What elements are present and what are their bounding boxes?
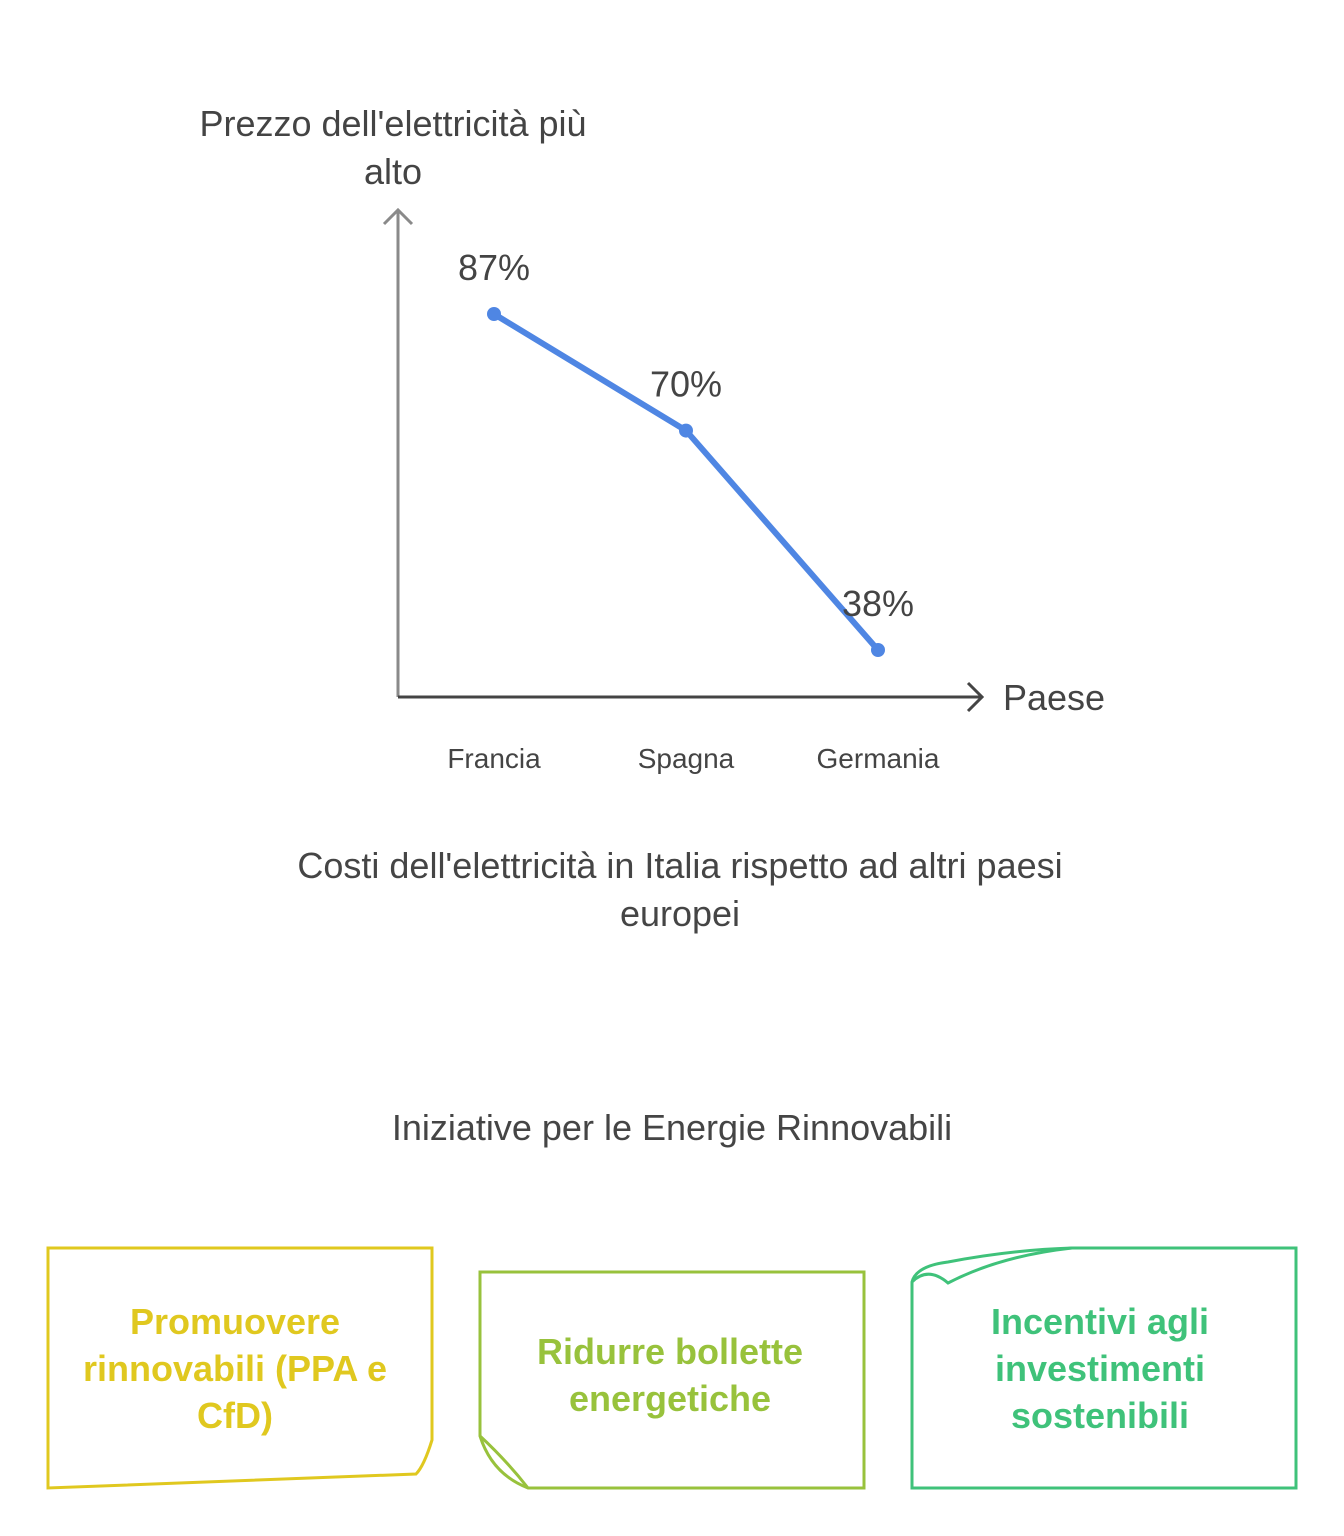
card-3-label: Incentivi agli investimenti sostenibili: [990, 1300, 1210, 1436]
data-label-germania: 38%: [841, 583, 915, 624]
chart-marks: [447, 247, 940, 774]
chart-title: Costi dell'elettricità in Italia rispetto ad altri paesi europei: [297, 845, 1063, 934]
card-2-label: Ridurre bollette energetiche: [536, 1331, 804, 1419]
x-axis-label: Paese: [1003, 677, 1106, 718]
data-label-francia: 87%: [457, 247, 531, 288]
data-point-spagna: [679, 424, 693, 438]
data-point-francia: [487, 307, 501, 321]
y-axis-label-continued: alto: [363, 151, 423, 192]
x-tick-label-francia: Francia: [447, 743, 541, 774]
x-tick-label-spagna: Spagna: [637, 743, 735, 774]
card-2-curl: [480, 1436, 528, 1488]
data-label-spagna: 70%: [649, 363, 723, 405]
initiatives-title: Iniziative per le Energie Rinnovabili: [391, 1107, 953, 1148]
data-point-germania: [871, 643, 885, 657]
x-tick-label-germania: Germania: [816, 743, 940, 774]
y-axis-label: Prezzo dell'elettricità più: [199, 103, 587, 144]
card-1-label: Promuovere rinnovabili (PPA e CfD): [82, 1300, 388, 1436]
